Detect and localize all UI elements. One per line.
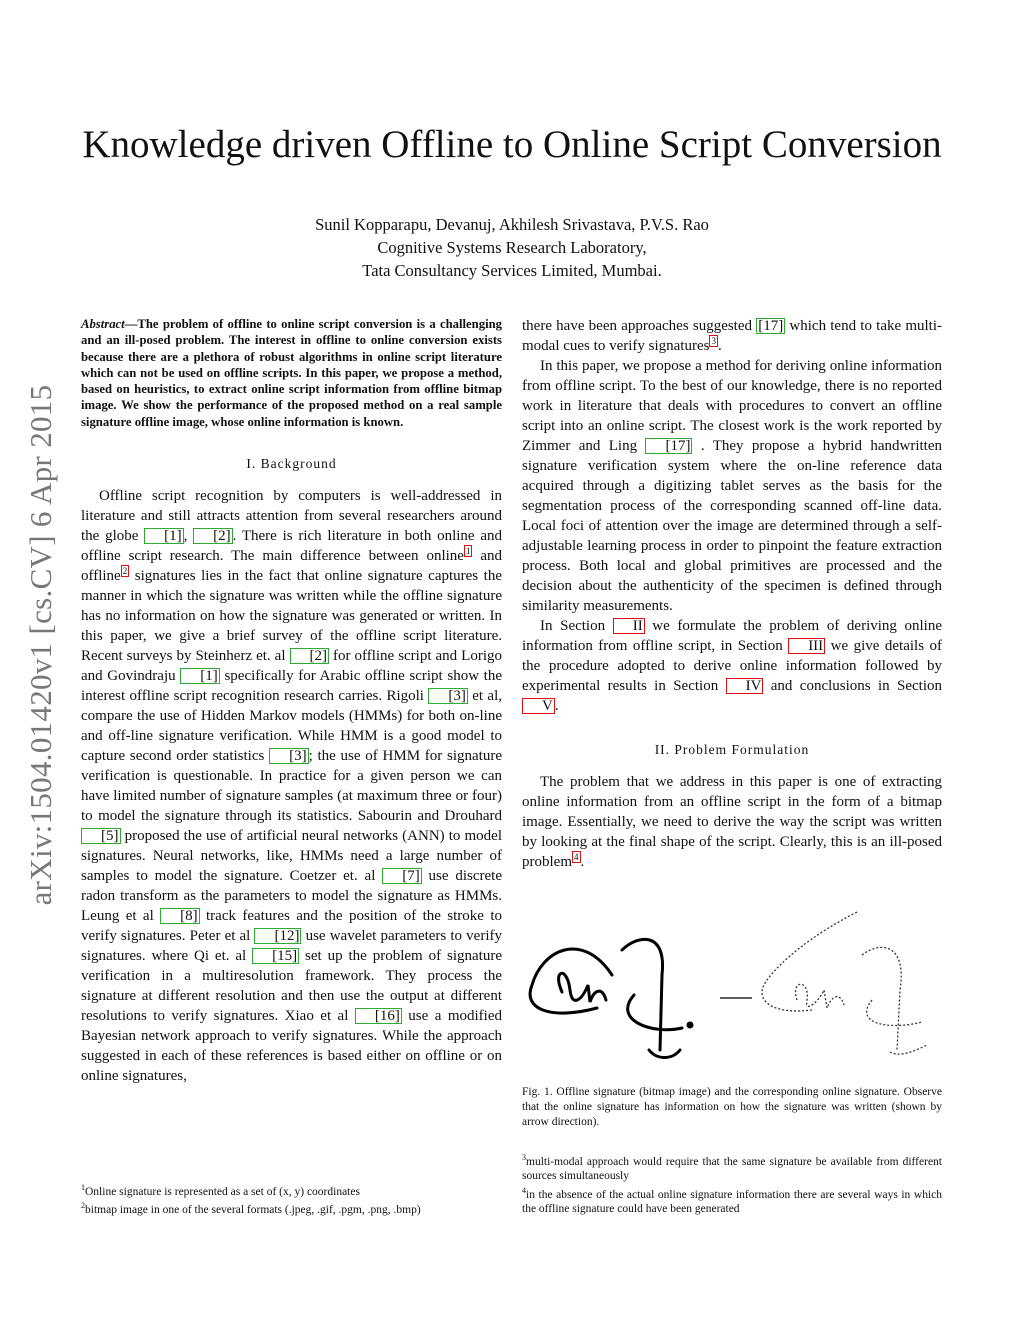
paper-title: Knowledge driven Offline to Online Script Conversion bbox=[82, 123, 942, 167]
related-work-paragraph: In this paper, we propose a method for deriving online information from offline script. To the best of our knowledge, there is no reported work in literature that deals with procedures to convert an offline script into an online script. The closest work is the work reported by Zimmer and Ling [17] . They propose a hybrid handwritten signature verification system where the on-line reference data acquired through a digitizing tablet serves as the basis for the segmentation process of the corresponding scanned off-line data. Local foci of attention over the image are determined through a self-adjustable learning process in order to pinpoint the feature extraction process. Both local and global primitives are processed and the decision about the authenticity of the specimen is defined through similarity measurements. bbox=[522, 358, 942, 614]
author-lab: Cognitive Systems Research Laboratory, bbox=[377, 238, 647, 257]
abstract bbox=[81, 316, 502, 430]
signature-figure bbox=[522, 900, 962, 1080]
section-heading-problem-formulation: II. Problem Formulation bbox=[654, 742, 810, 757]
author-names: Sunil Kopparapu, Devanuj, Akhilesh Srivastava, P.V.S. Rao bbox=[315, 215, 709, 234]
online-signature-image bbox=[762, 912, 927, 1054]
figure-caption: Fig. 1. Offline signature (bitmap image) and the corresponding online signature. Observe that the online signature has information on how the signature was written (shown by arrow direction). bbox=[522, 1086, 942, 1128]
footnote-marker-link[interactable]: 3 bbox=[711, 336, 716, 346]
citation-link[interactable]: [7] bbox=[382, 868, 422, 884]
citation-link[interactable]: [8] bbox=[160, 908, 200, 924]
citation-link[interactable]: [3] bbox=[269, 748, 309, 764]
citation-link[interactable]: [17] bbox=[645, 438, 692, 454]
section-link[interactable]: III bbox=[788, 638, 825, 654]
footnote: $^4$in the absence of the actual online signature information there are several ways in which the offline signature could have been generated bbox=[522, 1185, 942, 1216]
left-footnotes bbox=[81, 1181, 502, 1218]
problem-paragraph: The problem that we address in this paper is one of extracting online information from an offline script in the form of a bitmap image. Essentially, we need to derive the way the script was written by looking at the final shape of the script. Clearly, this is an ill-posed problem $^4$ . bbox=[522, 774, 942, 870]
footnote: $^1$Online signature is represented as a set of (x, y) coordinates bbox=[81, 1183, 360, 1198]
section-link[interactable]: II bbox=[613, 618, 645, 634]
citation-link[interactable]: [15] bbox=[252, 948, 299, 964]
citation-link[interactable]: [16] bbox=[355, 1008, 402, 1024]
citation-link[interactable]: [17] bbox=[758, 318, 784, 334]
footnote: $^2$bitmap image in one of the several formats (.jpeg, .gif, .pgm, .png, .bmp) bbox=[81, 1201, 421, 1217]
citation-link[interactable]: [2] bbox=[193, 528, 233, 544]
footnote: $^3$multi-modal approach would require that the same signature be available from different sources simultaneously bbox=[522, 1153, 942, 1183]
citation-link[interactable]: [5] bbox=[81, 828, 121, 844]
author-organization: Tata Consultancy Services Limited, Mumbai. bbox=[362, 261, 662, 280]
left-column bbox=[81, 316, 502, 1086]
citation-link[interactable]: [1] bbox=[180, 668, 220, 684]
offline-signature-image bbox=[530, 939, 692, 1057]
citation-link[interactable]: [3] bbox=[428, 688, 468, 704]
abstract-text: —The problem of offline to online script conversion is a challenging and an ill-posed problem. The interest in offline to online conversion exists because there are a plethora of robust algorithms in online script literature which can not be used on offline scripts. In this paper, we propose a method, based on heuristics, to extract online script information from offline bitmap image. We show the performance of the proposed method on a real sample signature offline image, whose online information is known. bbox=[81, 317, 502, 429]
right-column bbox=[522, 316, 942, 872]
citation-link[interactable]: [1] bbox=[144, 528, 184, 544]
citation-link[interactable]: [12] bbox=[254, 928, 301, 944]
footnote-marker-link[interactable]: 1 bbox=[465, 546, 471, 557]
abstract-label: Abstract bbox=[81, 317, 125, 331]
footnote-marker-link[interactable]: 2 bbox=[122, 566, 128, 577]
section-link[interactable]: IV bbox=[726, 678, 764, 694]
outline-paragraph: In Section II we formulate the problem of deriving online information from offline script, in Section III we give details of the procedure adopted to derive online information followed by experimental results in Section IV and conclusions in Section V . bbox=[522, 618, 942, 714]
background-paragraph: Offline script recognition by computers is well-addressed in literature and still attracts attention from several researchers around the globe [1] , [2] . There is rich literature in both online and offline script research. The main difference between online $^1$ and offline $^2$ signatures lies in the fact that online signature captures the manner in which the signature was written while the offline signature has no information on how the signature was generated or written. In this paper, we give a brief survey of the offline script literature. Recent surveys by Steinherz et. al [2] for offline script and Lorigo and Govindraju [1] specifically for Arabic offline script show the interest offline script recognition research carries. Rigoli [3] et al, compare the use of Hidden Markov models (HMMs) for both on-line and off-line signature verification. While HMM is a good model to capture second order statistics [3] ; the use of HMM for signature verification is questionable. In practice for a given person we can have limited number of signature samples (at maximum three or four) to model the signature through its statistics. Sabourin and Drouhard [5] proposed the use of artificial neural networks (ANN) to model signatures. Neural networks, like, HMMs need a large number of samples to model the signature. Coetzer et. al [7] use discrete radon transform as the parameters to model the signature as HMMs. Leung et al [8] track features and the position of the stroke to verify signatures. Peter et al [12] use wavelet parameters to verify signatures. where Qi et. al [15] set up the problem of signature verification in a multiresolution framework. They process the signature at different resolution and then use the output at different resolutions to verify signatures. Xiao et al [16] use a modified Bayesian network approach to verify signatures. While the approach suggested in each of these references is based either on offline or on online signatures, bbox=[81, 488, 503, 1085]
arxiv-identifier: arXiv:1504.01420v1 [cs.CV] 6 Apr 2015 bbox=[23, 384, 58, 906]
author-block bbox=[160, 213, 864, 282]
right-footnotes bbox=[522, 1151, 942, 1217]
footnote-marker-link[interactable]: 4 bbox=[574, 852, 579, 862]
citation-link[interactable]: [2] bbox=[290, 648, 330, 664]
section-heading-background: I. Background bbox=[246, 456, 337, 472]
section-link[interactable]: V bbox=[522, 698, 555, 714]
continued-paragraph: there have been approaches suggested [17] which tend to take multi-modal cues to verify signatures $^3$ . bbox=[522, 318, 942, 354]
